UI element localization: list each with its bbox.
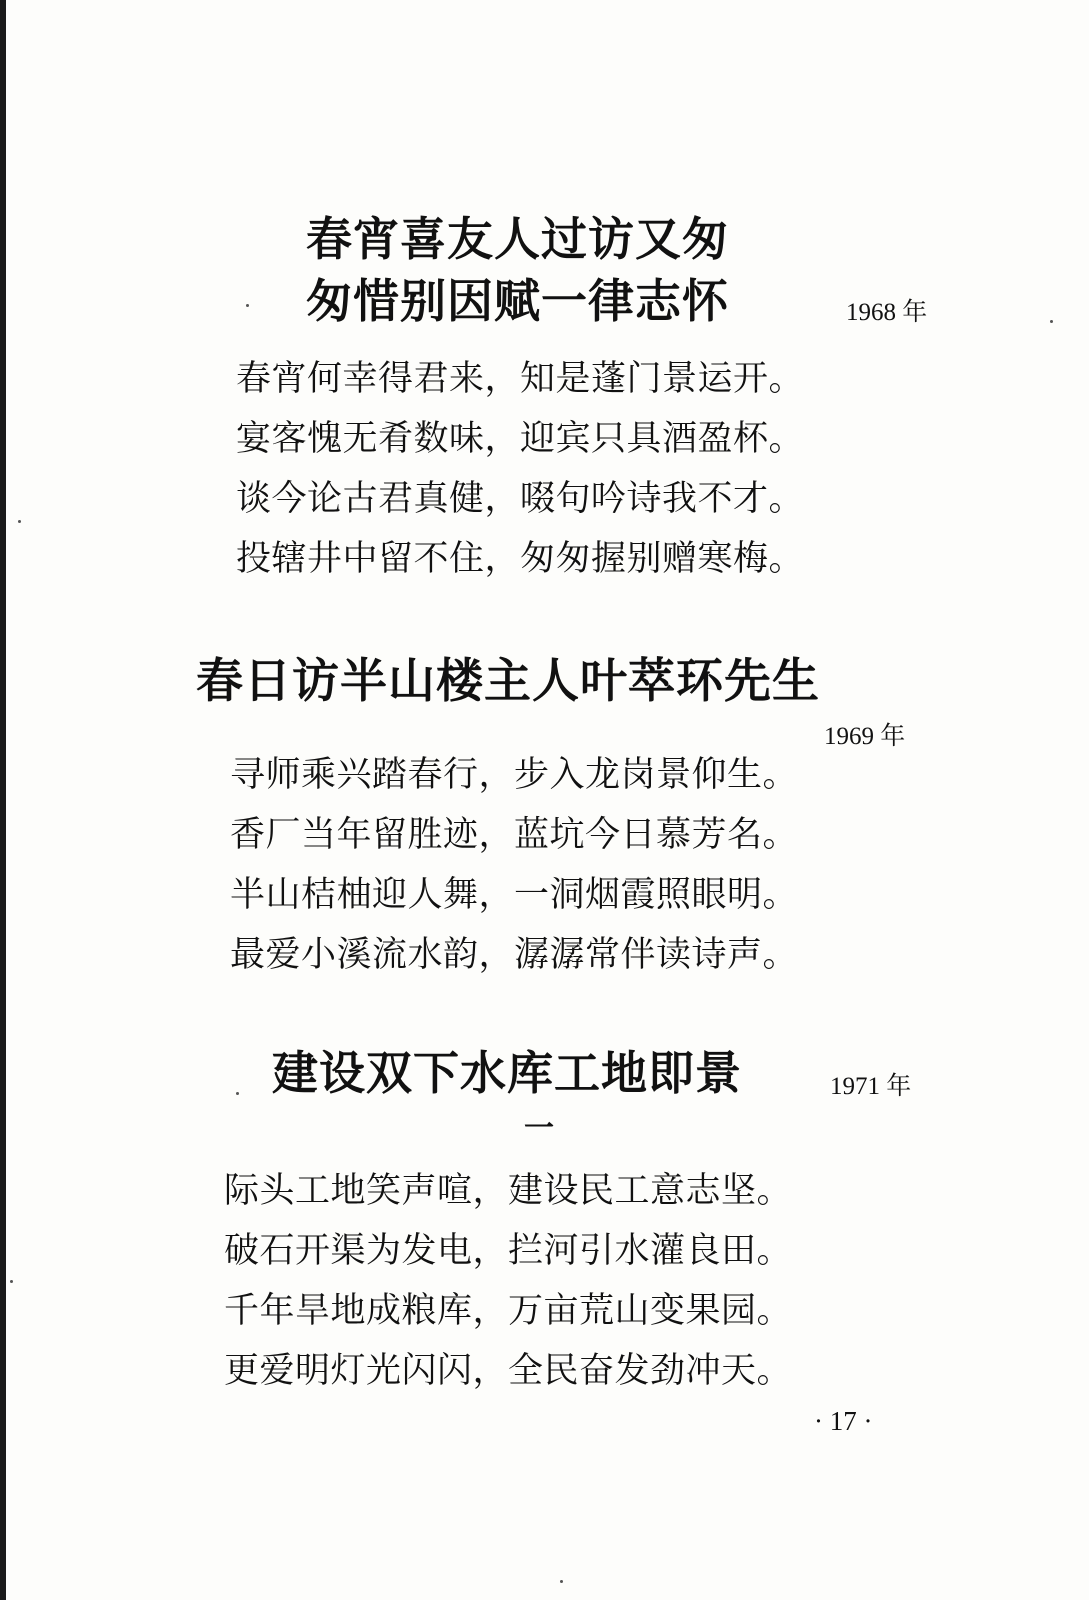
poem-line: 投辖井中留不住，匆匆握别赠寒梅。 [236, 539, 805, 579]
scan-speck [1050, 320, 1053, 323]
scan-speck [560, 1580, 563, 1583]
poem-year: 1968 年 [846, 299, 928, 326]
poem-line: 春宵何幸得君来，知是蓬门景运开。 [236, 359, 805, 399]
scan-speck [236, 1092, 239, 1095]
scan-edge [0, 0, 6, 1600]
poem-line: 谈今论古君真健，啜句吟诗我不才。 [236, 479, 805, 519]
poem-line: 际头工地笑声喧，建设民工意志坚。 [224, 1171, 793, 1211]
poem-line: 寻师乘兴踏春行，步入龙岗景仰生。 [230, 755, 799, 795]
poem-line: 更爱明灯光闪闪，全民奋发劲冲天。 [224, 1351, 793, 1391]
poem-line: 香厂当年留胜迹，蓝坑今日慕芳名。 [230, 815, 799, 855]
poem-year: 1971 年 [830, 1073, 912, 1100]
scan-speck [246, 304, 249, 307]
scan-speck [10, 1280, 13, 1283]
poem-year: 1969 年 [824, 723, 906, 750]
poem-title-line: 匆惜别因赋一律志怀 [306, 274, 729, 328]
poem-title-line: 建设双下水库工地即景 [272, 1046, 742, 1100]
page-number: · 17 · [814, 1406, 873, 1436]
poem-line: 千年旱地成粮库，万亩荒山变果园。 [224, 1291, 793, 1331]
poem-line: 最爱小溪流水韵，潺潺常伴读诗声。 [230, 935, 799, 975]
poem-line: 宴客愧无肴数味，迎宾只具酒盈杯。 [236, 419, 805, 459]
poem-title-line: 春宵喜友人过访又匆 [306, 212, 729, 266]
poem-line: 破石开渠为发电，拦河引水灌良田。 [224, 1231, 793, 1271]
poem-title-line: 春日访半山楼主人叶萃环先生 [196, 654, 820, 709]
poem-line: 半山桔柚迎人舞，一洞烟霞照眼明。 [230, 875, 799, 915]
section-number: 一 [524, 1111, 554, 1146]
scan-speck [18, 520, 21, 523]
